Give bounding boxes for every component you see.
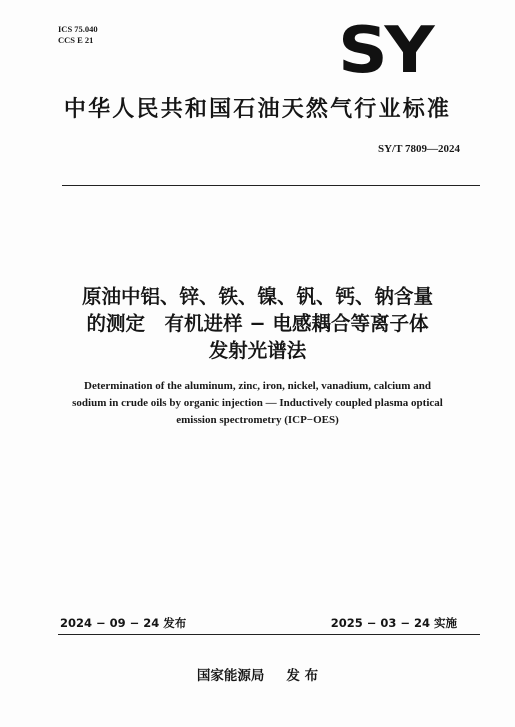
bottom-divider <box>58 634 480 635</box>
chinese-title-line-2: 的测定 有机进样 − 电感耦合等离子体 <box>86 312 429 335</box>
issue-date: 2024 − 09 − 24 发布 <box>60 616 187 630</box>
english-title-line-2: sodium in crude oils by organic injection — Inductively coupled plasma optical <box>72 397 443 409</box>
english-title-line-3: emission spectrometry (ICP−OES) <box>176 414 339 426</box>
english-title-line-1: Determination of the aluminum, zinc, iron, nickel, vanadium, calcium and <box>84 380 431 392</box>
organization-title: 中华人民共和国石油天然气行业标准 <box>63 97 452 122</box>
publisher-name: 国家能源局 <box>196 668 265 684</box>
ccs-code: CCS E 21 <box>58 35 94 45</box>
chinese-title-line-3: 发射光谱法 <box>208 339 307 362</box>
english-title <box>40 378 475 429</box>
publisher <box>0 664 515 684</box>
ics-code: ICS 75.040 <box>58 24 98 34</box>
chinese-title-line-1: 原油中铝、锌、铁、镍、钒、钙、钠含量 <box>81 285 433 308</box>
chinese-title <box>40 283 475 364</box>
top-divider <box>62 185 480 186</box>
sy-logo: SY <box>338 14 432 88</box>
classification-codes <box>58 24 98 46</box>
publisher-action: 发 布 <box>286 668 319 684</box>
implementation-date: 2025 − 03 − 24 实施 <box>330 616 457 630</box>
standard-number: SY/T 7809—2024 <box>377 143 460 155</box>
